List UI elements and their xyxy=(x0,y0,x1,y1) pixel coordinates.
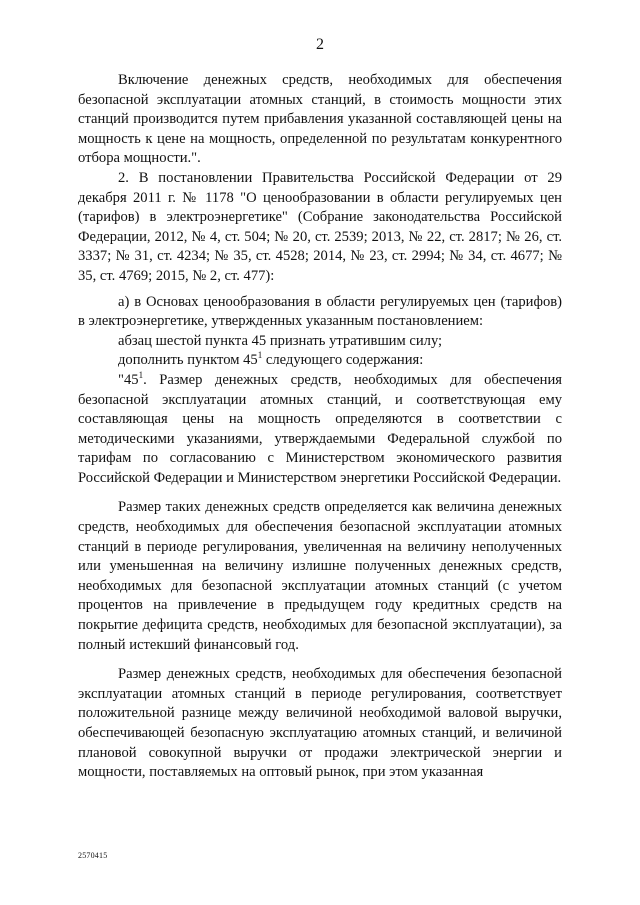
document-body xyxy=(78,71,562,783)
paragraph-8: Размер денежных средств, необходимых для обеспечения безопасной эксплуатации атомных станций в периоде регулирования, соответствует положительной разнице между величиной необходимой валовой выручки, обеспечивающей безопасную эксплуатацию атомных станций, и величиной плановой совокупной выручки от продажи электрической энергии и мощности, поставляемых на оптовый рынок, при этом указанная xyxy=(78,666,562,781)
paragraph-5-text-start: дополнить пунктом 45 xyxy=(118,352,258,369)
paragraph-5 xyxy=(78,351,562,371)
paragraph-6-text-start: "45 xyxy=(118,371,139,388)
paragraph-4: абзац шестой пункта 45 признать утратившим силу; xyxy=(118,332,443,349)
page-number: 2 xyxy=(316,36,324,53)
paragraph-6-text-end: . Размер денежных средств, необходимых для обеспечения безопасной эксплуатации атомных станций, и соответствующая ему составляющая цены на мощность определяются в соответствии с методическими указаниями, утверждаемыми Федеральной службой по тарифам по согласованию с Министерством экономического развития Российской Федерации и Министерством энергетики Российской Федерации. xyxy=(78,371,562,486)
paragraph-6 xyxy=(78,371,562,489)
paragraph-1: Включение денежных средств, необходимых для обеспечения безопасной эксплуатации атомных станций, в стоимость мощности этих станций производится путем прибавления указанной составляющей цены на мощность к цене на мощность, определенной по результатам конкурентного отбора мощности.". xyxy=(78,72,562,167)
paragraph-6-superscript: 1 xyxy=(138,369,144,380)
paragraph-5-text-end: следующего содержания: xyxy=(262,352,424,369)
document-code: 2570415 xyxy=(78,851,108,860)
paragraph-3: а) в Основах ценообразования в области регулируемых цен (тарифов) в электроэнергетике, утвержденных указанным постановлением: xyxy=(78,293,562,330)
paragraph-5-superscript: 1 xyxy=(257,350,263,361)
paragraph-7: Размер таких денежных средств определяется как величина денежных средств, необходимых для обеспечения безопасной эксплуатации атомных станций в периоде регулирования, увеличенная на величину неполученных или уменьшенная на величину излишне полученных денежных средств, необходимых для безопасной эксплуатации атомных станций (с учетом процентов на привлечение в предыдущем году кредитных средств на покрытие дефицита средств, необходимых для безопасной эксплуатации), за полный истекший финансовый год. xyxy=(78,499,562,653)
paragraph-2: 2. В постановлении Правительства Российской Федерации от 29 декабря 2011 г. № 1178 "О ценообразовании в области регулируемых цен (тарифов) в электроэнергетике" (Собрание законодательства Российской Федерации, 2012, № 4, ст. 504; № 20, ст. 2539; 2013, № 22, ст. 2817; № 26, ст. 3337; № 31, ст. 4234; № 35, ст. 4528; 2014, № 23, ст. 2994; № 34, ст. 4677; № 35, ст. 4769; 2015, № 2, ст. 477): xyxy=(78,169,562,284)
